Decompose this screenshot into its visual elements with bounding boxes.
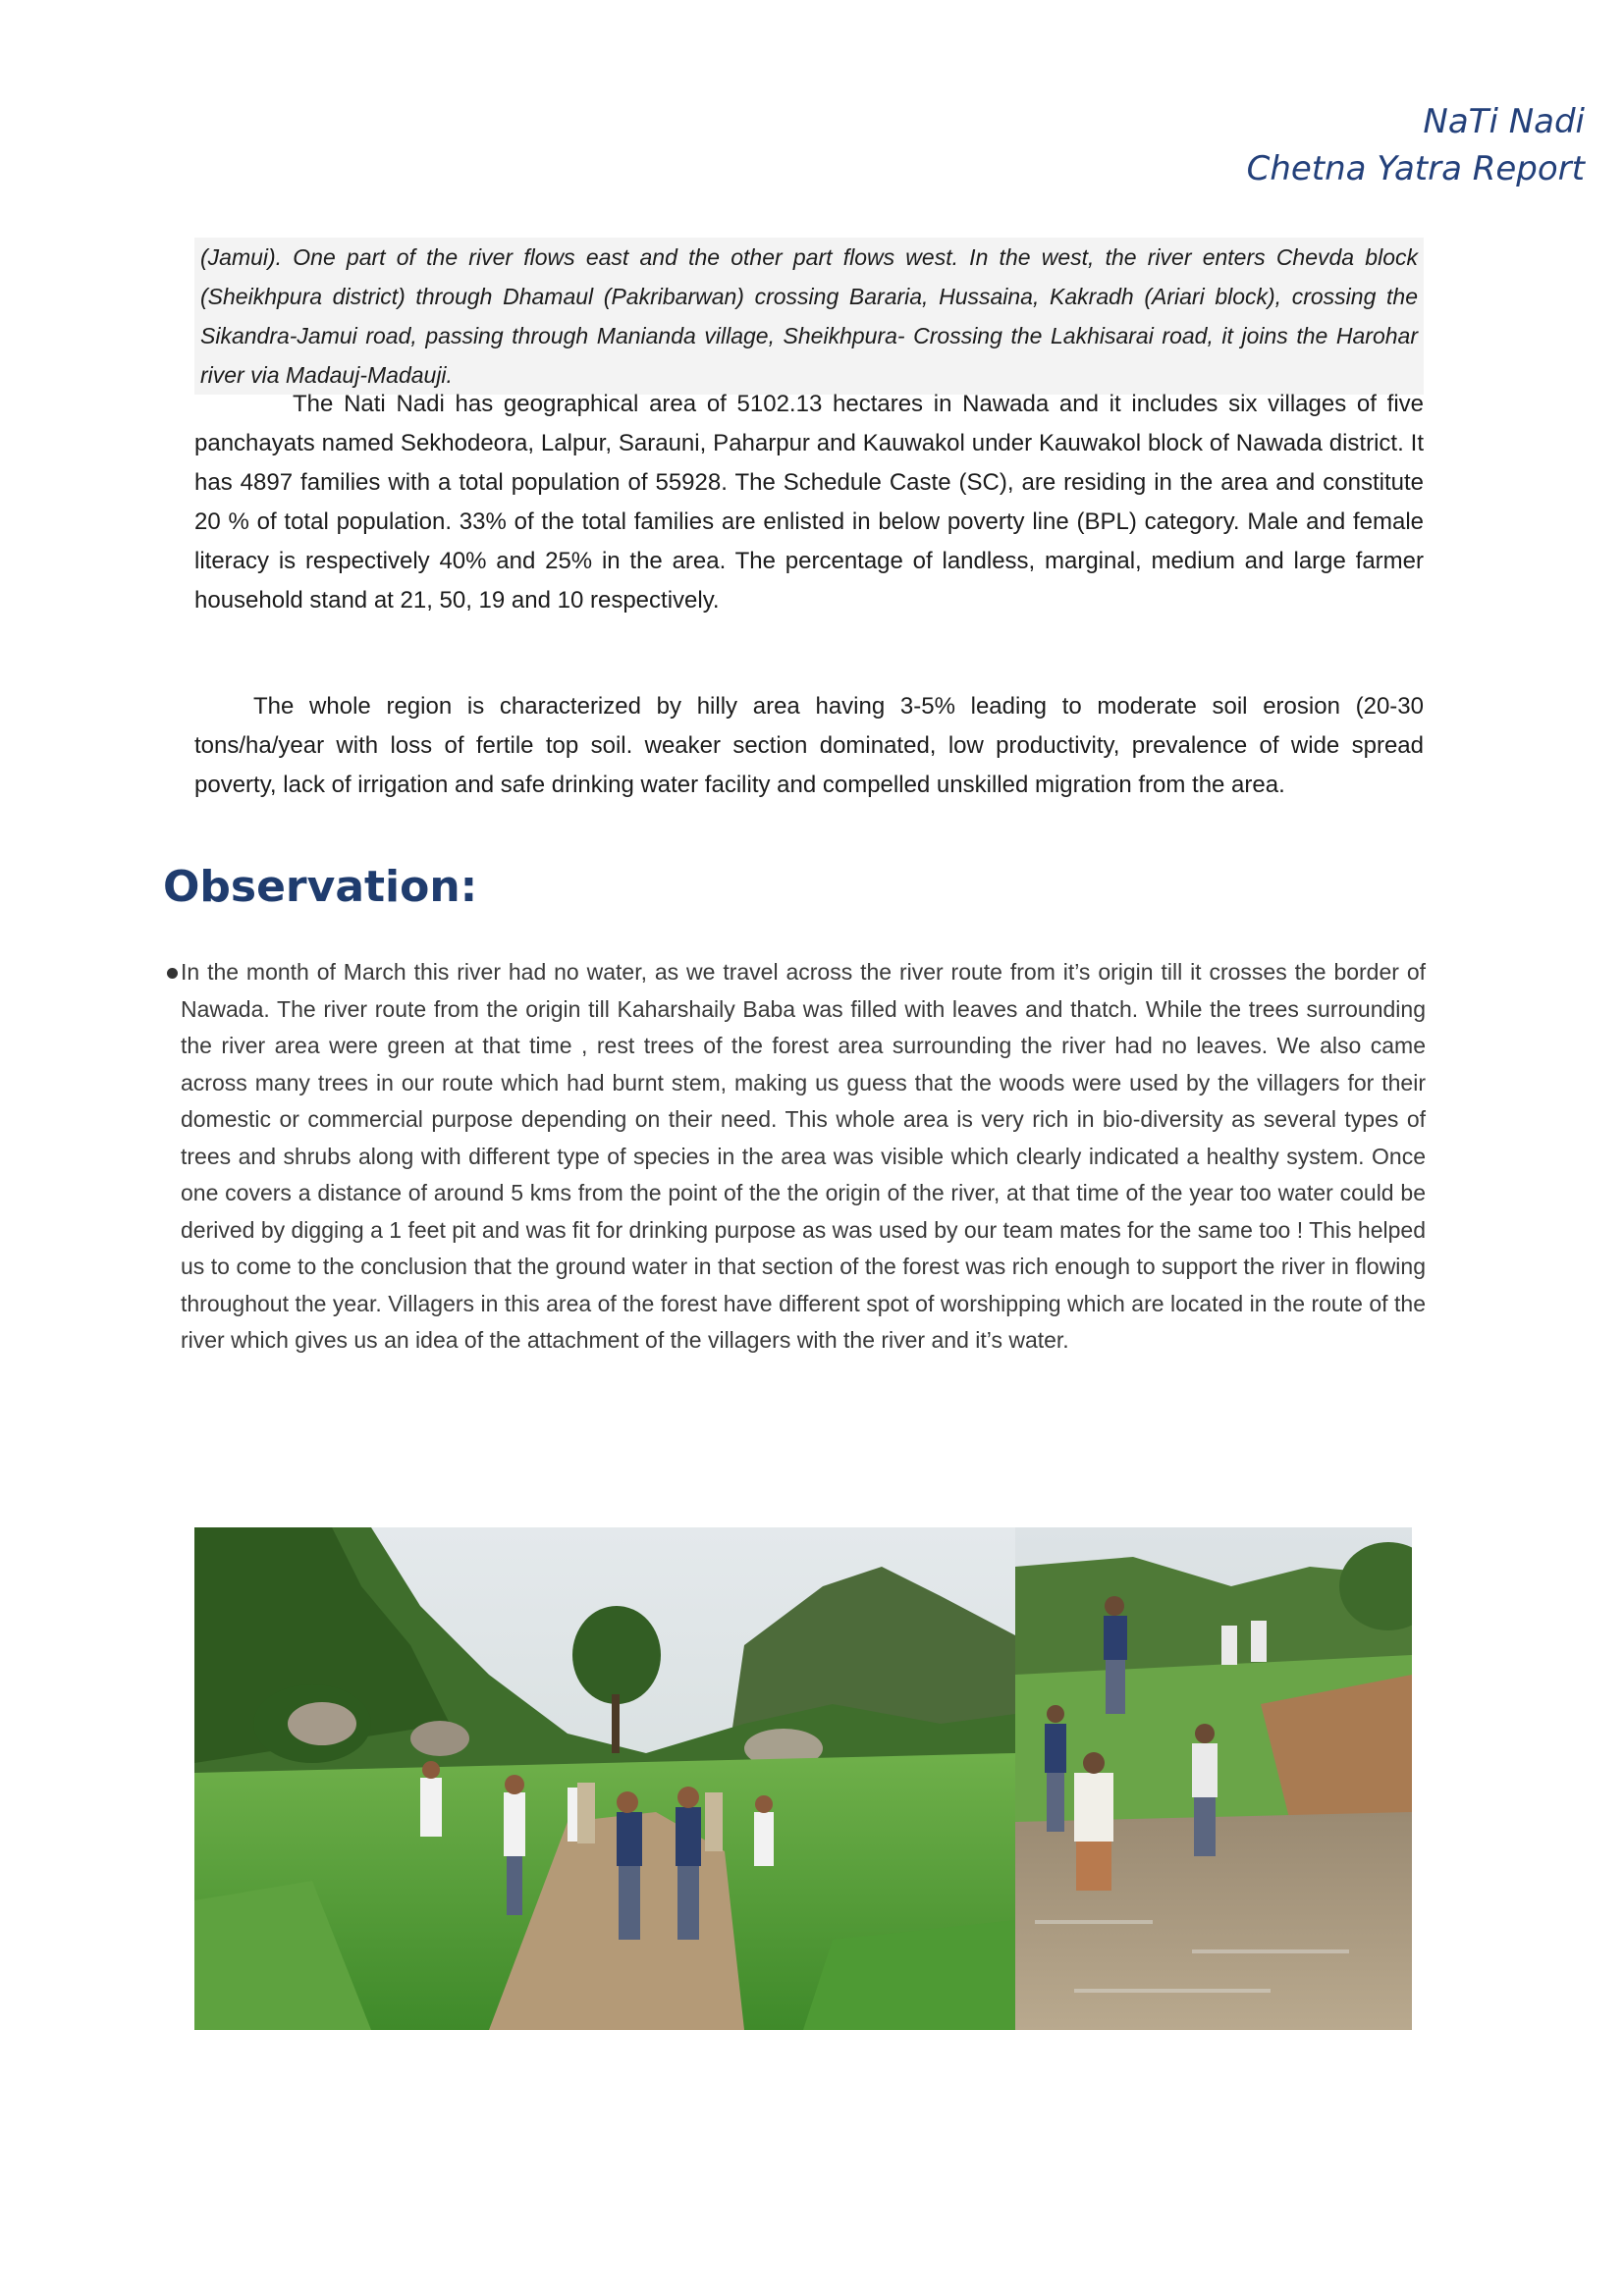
- observation-bullet: [167, 954, 1426, 1360]
- team-walking-photo: [194, 1527, 1015, 2030]
- observation-heading: Observation:: [163, 862, 478, 912]
- intro-text: (Jamui). One part of the river flows east and the other part flows west. In the west, the river enters Chevda block (Sheikhpura district) through Dhamaul (Pakribarwan) crossing Bararia, Hussaina, Kakradh (Ariari block), crossing the Sikandra-Jamui road, passing through Manianda village, Sheikhpura- Crossing the Lakhisarai road, it joins the Harohar river via Madauj-Madauji.: [200, 244, 1418, 388]
- header-title: NaTi Nadi: [1423, 102, 1585, 141]
- italic-intro-paragraph: [194, 238, 1424, 395]
- observation-text: In the month of March this river had no water, as we travel across the river route from it’s origin till it crosses the border of Nawada. The river route from the origin till Kaharshaily Baba was filled with leaves and thatch. While the trees surrounding the river area were green at that time , rest trees of the forest area surrounding the river had no leaves. We also came across many trees in our route which had burnt stem, making us guess that the woods were used by the villagers for their domestic or commercial purpose depending on their need. This whole area is very rich in bio-diversity as several types of trees and shrubs along with different type of species in the area was visible which clearly indicated a healthy system. Once one covers a distance of around 5 kms from the point of the the origin of the river, at that time of the year too water could be derived by digging a 1 feet pit and was fit for drinking purpose as was used by our team mates for the same too ! This helped us to come to the conclusion that the ground water in that section of the forest was rich enough to support the river in flowing throughout the year. Villagers in this area of the forest have different spot of worshipping which are located in the route of the river which gives us an idea of the attachment of the villagers with the river and it’s water.: [181, 959, 1426, 1353]
- river-crossing-photo: [1015, 1527, 1412, 2030]
- geography-text: The Nati Nadi has geographical area of 5102.13 hectares in Nawada and it includes six villages of five panchayats named Sekhodeora, Lalpur, Sarauni, Paharpur and Kauwakol under Kauwakol block of Nawada district. It has 4897 families with a total population of 55928. The Schedule Caste (SC), are residing in the area and constitute 20 % of total population. 33% of the total families are enlisted in below poverty line (BPL) category. Male and female literacy is respectively 40% and 25% in the area. The percentage of landless, marginal, medium and large farmer household stand at 21, 50, 19 and 10 respectively.: [194, 391, 1424, 614]
- bullet-icon: [167, 968, 178, 979]
- photo-strip: [194, 1527, 1412, 2030]
- geography-paragraph: [194, 385, 1424, 620]
- region-paragraph: [194, 687, 1424, 805]
- report-header: [1247, 98, 1585, 192]
- header-subtitle: Chetna Yatra Report: [1246, 149, 1585, 188]
- region-text: The whole region is characterized by hilly area having 3-5% leading to moderate soil erosion (20-30 tons/ha/year with loss of fertile top soil. weaker section dominated, low productivity, prevalence of wide spread poverty, lack of irrigation and safe drinking water facility and compelled unskilled migration from the area.: [194, 693, 1424, 798]
